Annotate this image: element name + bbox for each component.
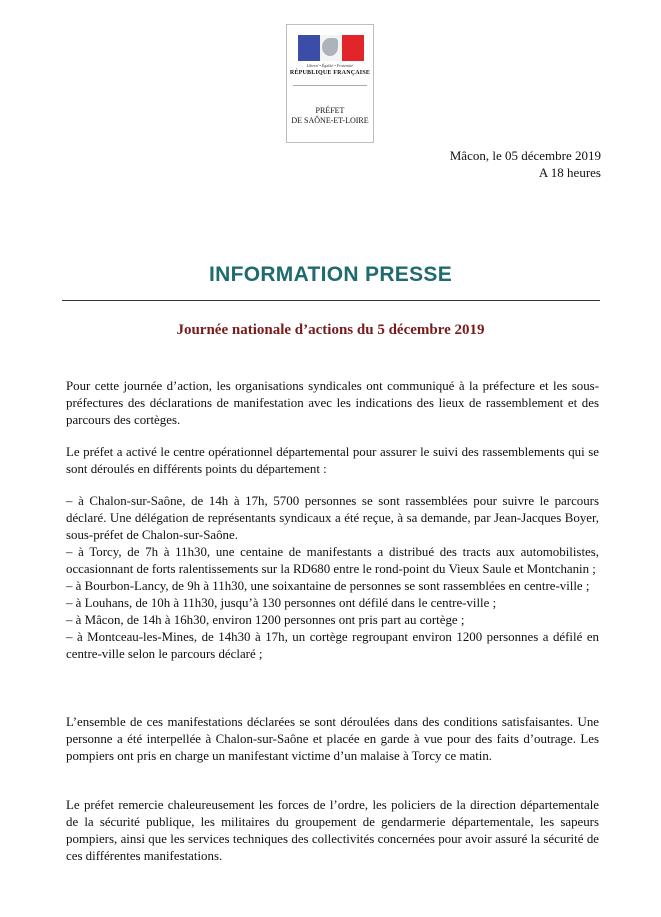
prefet-label: PRÉFET — [315, 106, 345, 115]
prefecture-logo — [286, 24, 374, 143]
list-item: – à Torcy, de 7h à 11h30, une centaine de manifestants a distribué des tracts aux automobilistes, occasionnant de forts ralentissements sur la RD680 entre le rond-point du Vieux Saule et Montchanin ; — [66, 545, 599, 576]
paragraph-centre: Le préfet a activé le centre opérationnel départemental pour assurer le suivi des rassemblements qui se sont déroulés en différents points du département : — [66, 445, 599, 476]
title-rule — [62, 300, 600, 301]
paragraph-remerciements: Le préfet remercie chaleureusement les forces de l’ordre, les policiers de la direction départementale de la sécurité publique, les militaires du groupement de gendarmerie départementale, les sapeurs pompiers, ainsi que les services techniques des collectivités concernées pour avoir assuré la sécurité de ces différentes manifestations. — [66, 798, 599, 863]
list-item: – à Louhans, de 10h à 11h30, jusqu’à 130 personnes ont défilé dans le centre-ville ; — [66, 596, 497, 610]
page-title: INFORMATION PRESSE — [208, 263, 453, 286]
paragraph-intro: Pour cette journée d’action, les organisations syndicales ont communiqué à la préfecture et les sous-préfectures des déclarations de manifestation avec les indications des lieux de rassemblement et des parcours des cortèges. — [66, 379, 599, 427]
marianne-flag-icon — [298, 35, 364, 61]
subtitle: Journée nationale d’actions du 5 décembre 2019 — [176, 322, 485, 338]
department-label: DE SAÔNE-ET-LOIRE — [291, 116, 369, 125]
time-line: A 18 heures — [538, 165, 601, 180]
republique-francaise: RÉPUBLIQUE FRANÇAISE — [289, 70, 371, 76]
list-item: – à Bourbon-Lancy, de 9h à 11h30, une soixantaine de personnes se sont rassemblées en centre-ville ; — [66, 579, 590, 593]
list-item: – à Mâcon, de 14h à 16h30, environ 1200 personnes ont pris part au cortège ; — [66, 613, 465, 627]
paragraph-ensemble: L’ensemble de ces manifestations déclarées se sont déroulées dans des conditions satisfaisantes. Une personne a été interpellée à Chalon-sur-Saône et placée en garde à vue pour des faits d’outrage. Les pompiers ont pris en charge un manifestant victime d’un malaise à Torcy ce matin. — [66, 715, 599, 763]
events-list — [66, 493, 599, 663]
logo-divider — [293, 85, 367, 86]
date-line: Mâcon, le 05 décembre 2019 — [449, 148, 601, 163]
motto: Liberté • Égalité • Fraternité — [306, 63, 354, 68]
date-block — [450, 147, 601, 181]
list-item: – à Chalon-sur-Saône, de 14h à 17h, 5700 personnes se sont rassemblées pour suivre le parcours déclaré. Une délégation de représentants syndicaux a été reçue, à sa demande, par Jean-Jacques Boyer, sous-préfet de Chalon-sur-Saône. — [66, 494, 599, 542]
list-item: – à Montceau-les-Mines, de 14h30 à 17h, un cortège regroupant environ 1200 personnes a défilé en centre-ville selon le parcours déclaré ; — [66, 630, 599, 661]
